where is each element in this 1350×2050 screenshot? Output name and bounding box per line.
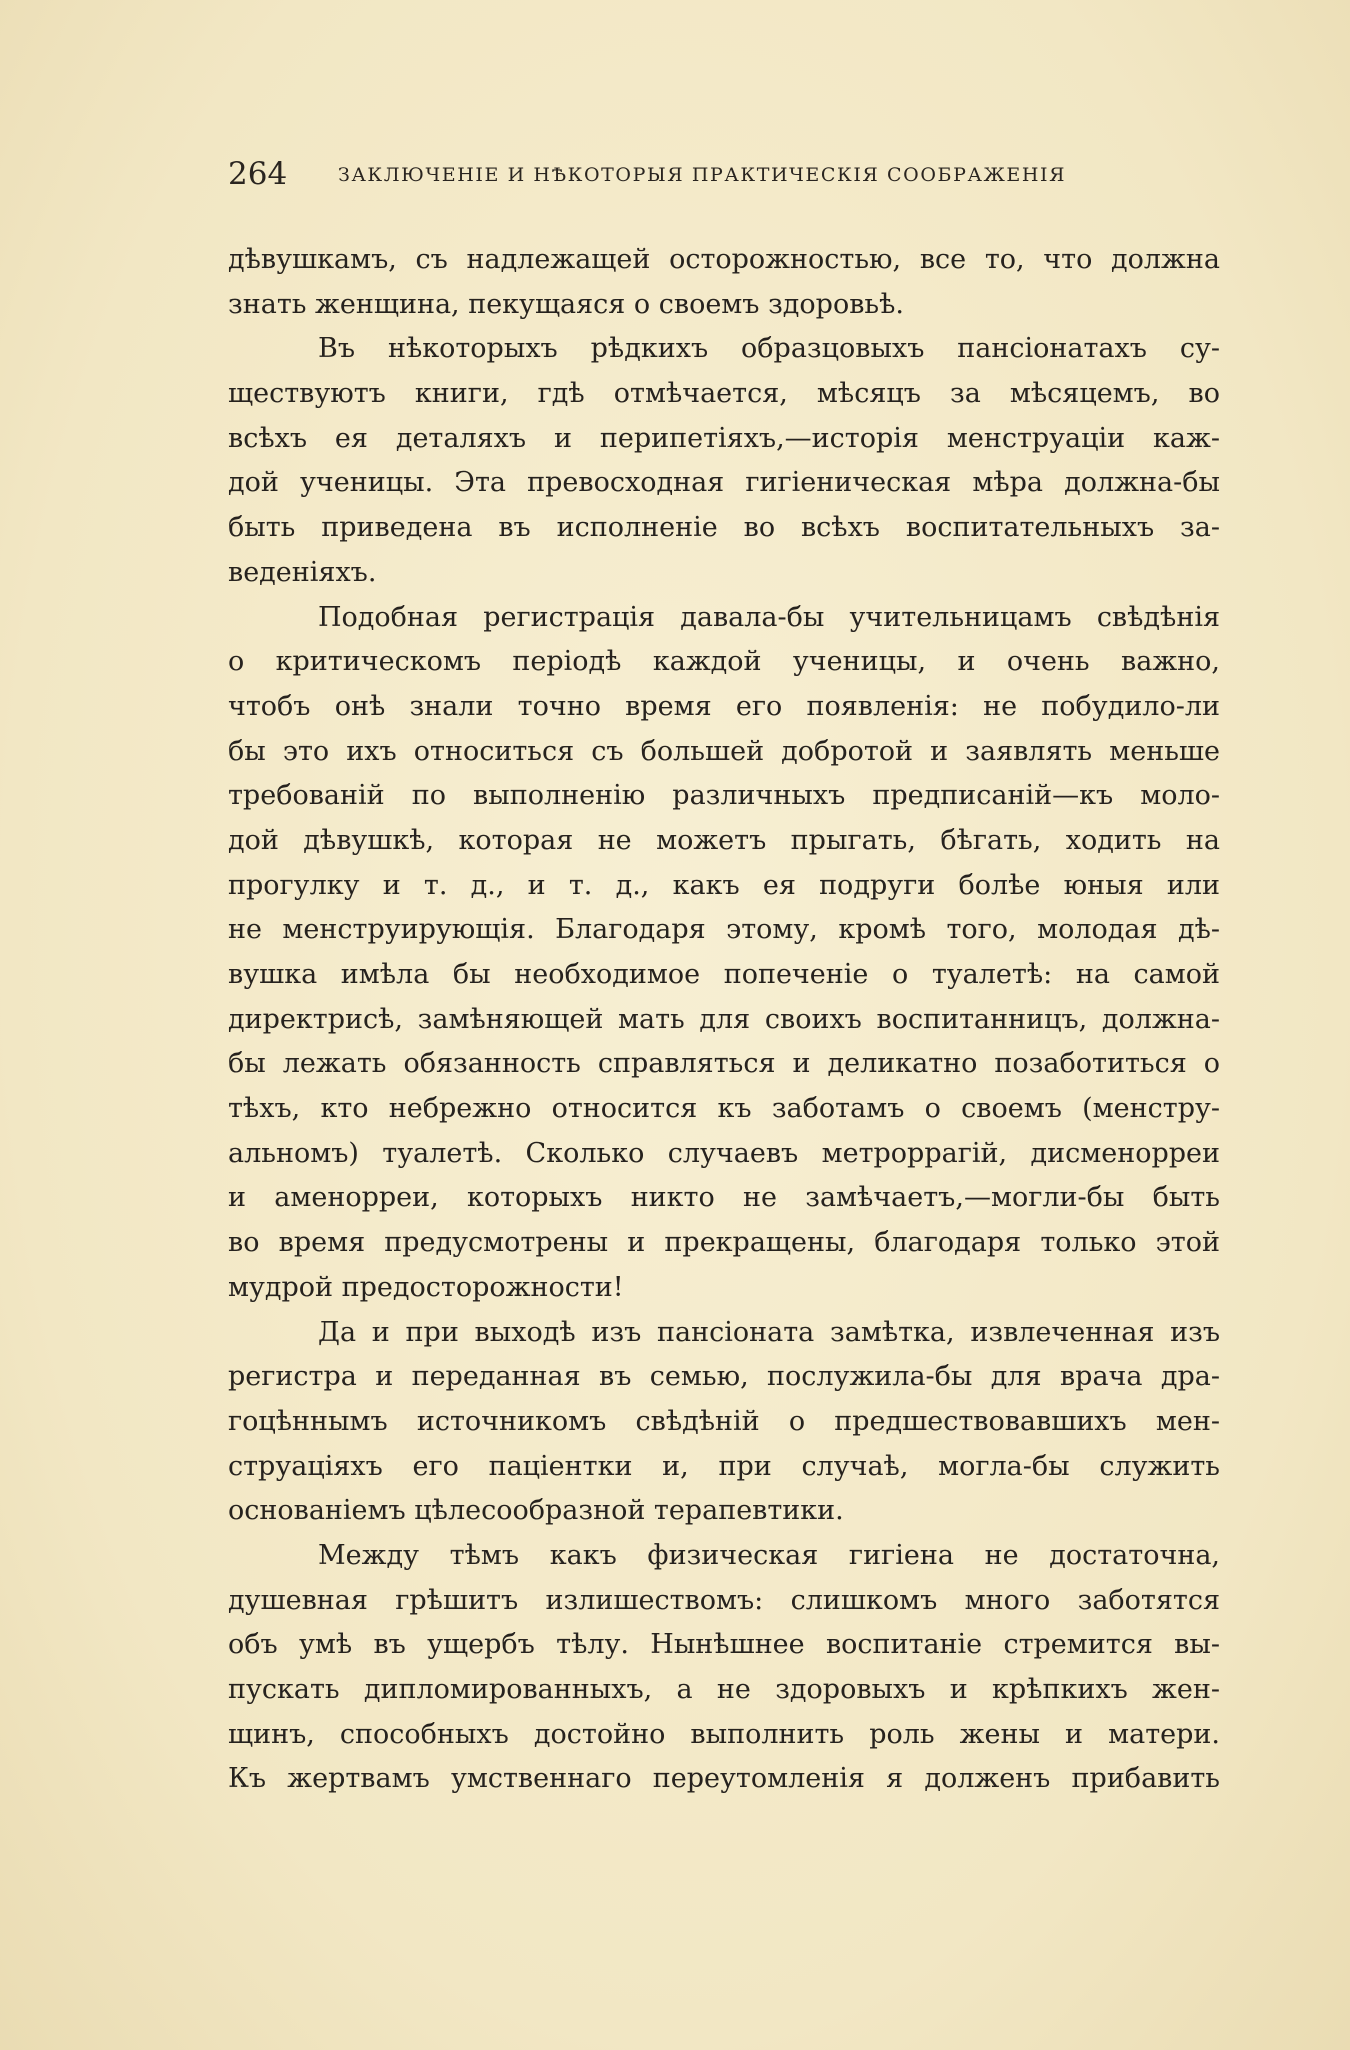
text-line: дой дѣвушкѣ, которая не можетъ прыгать, бѣгать, ходить на <box>228 824 1220 856</box>
text-line: чтобъ онѣ знали точно время его появленія: не побудило-ли <box>228 690 1220 722</box>
text-line: всѣхъ ея деталяхъ и перипетіяхъ,—исторія менструаціи каж- <box>228 422 1220 454</box>
text-line: быть приведена въ исполненіе во всѣхъ воспитательныхъ за- <box>228 512 1220 544</box>
running-title: ЗАКЛЮЧЕНІЕ И НѢКОТОРЫЯ ПРАКТИЧЕСКІЯ СООБРАЖЕНІЯ <box>338 164 1067 186</box>
text-line: Въ нѣкоторыхъ рѣдкихъ образцовыхъ пансіонатахъ су- <box>318 333 1220 365</box>
text-line: прогулку и т. д., и т. д., какъ ея подруги болѣе юныя или <box>228 869 1220 901</box>
text-line: Между тѣмъ какъ физическая гигіена не достаточна, <box>318 1539 1220 1571</box>
text-line: требованій по выполненію различныхъ предписаній—къ моло- <box>228 780 1220 812</box>
text-line: бы лежать обязанность справляться и деликатно позаботиться о <box>228 1048 1220 1080</box>
text-line: щинъ, способныхъ достойно выполнить роль жены и матери. <box>228 1718 1220 1750</box>
text-line: мудрой предосторожности! <box>228 1271 624 1303</box>
text-line: Да и при выходѣ изъ пансіоната замѣтка, извлеченная изъ <box>318 1316 1220 1348</box>
text-line: струаціяхъ его паціентки и, при случаѣ, могла-бы служить <box>228 1450 1220 1482</box>
text-line: альномъ) туалетѣ. Сколько случаевъ метроррагій, дисменорреи <box>228 1137 1220 1169</box>
text-line: о критическомъ періодѣ каждой ученицы, и очень важно, <box>228 646 1220 678</box>
text-line: не менструирующія. Благодаря этому, кромѣ того, молодая дѣ- <box>228 914 1220 946</box>
text-line: регистра и переданная въ семью, послужила-бы для врача дра- <box>228 1361 1220 1393</box>
text-line: вушка имѣла бы необходимое попеченіе о туалетѣ: на самой <box>228 959 1220 990</box>
text-line: пускать дипломированныхъ, а не здоровыхъ и крѣпкихъ жен- <box>228 1674 1220 1705</box>
text-line: бы это ихъ относиться съ большей добротой и заявлять меньше <box>228 735 1220 767</box>
page-header <box>228 150 1128 200</box>
text-line: Подобная регистрація давала-бы учительницамъ свѣдѣнія <box>318 601 1220 633</box>
text-line: дѣвушкамъ, съ надлежащей осторожностью, все то, что должна <box>228 244 1220 275</box>
text-line: ществуютъ книги, гдѣ отмѣчается, мѣсяцъ за мѣсяцемъ, во <box>228 378 1220 410</box>
text-line: и аменорреи, которыхъ никто не замѣчаетъ,—могли-бы быть <box>228 1182 1220 1214</box>
text-line: гоцѣннымъ источникомъ свѣдѣній о предшествовавшихъ мен- <box>228 1405 1220 1437</box>
body-text <box>228 238 1220 1802</box>
text-line: душевная грѣшитъ излишествомъ: слишкомъ много заботятся <box>228 1584 1220 1616</box>
text-line: тѣхъ, кто небрежно относится къ заботамъ о своемъ (менстру- <box>228 1093 1220 1125</box>
text-line: Къ жертвамъ умственнаго переутомленія я долженъ прибавить <box>228 1763 1220 1795</box>
text-line: директрисѣ, замѣняющей мать для своихъ воспитанницъ, должна- <box>228 1003 1220 1035</box>
text-line: веденіяхъ. <box>228 556 377 588</box>
text-line: знать женщина, пекущаяся о своемъ здоровьѣ. <box>228 288 904 320</box>
text-line: дой ученицы. Эта превосходная гигіеническая мѣра должна-бы <box>228 467 1220 499</box>
text-line: основаніемъ цѣлесообразной терапевтики. <box>228 1495 844 1527</box>
text-line: во время предусмотрены и прекращены, благодаря только этой <box>228 1227 1220 1259</box>
page-number: 264 <box>228 156 288 192</box>
text-line: объ умѣ въ ущербъ тѣлу. Нынѣшнее воспитаніе стремится вы- <box>228 1629 1220 1661</box>
